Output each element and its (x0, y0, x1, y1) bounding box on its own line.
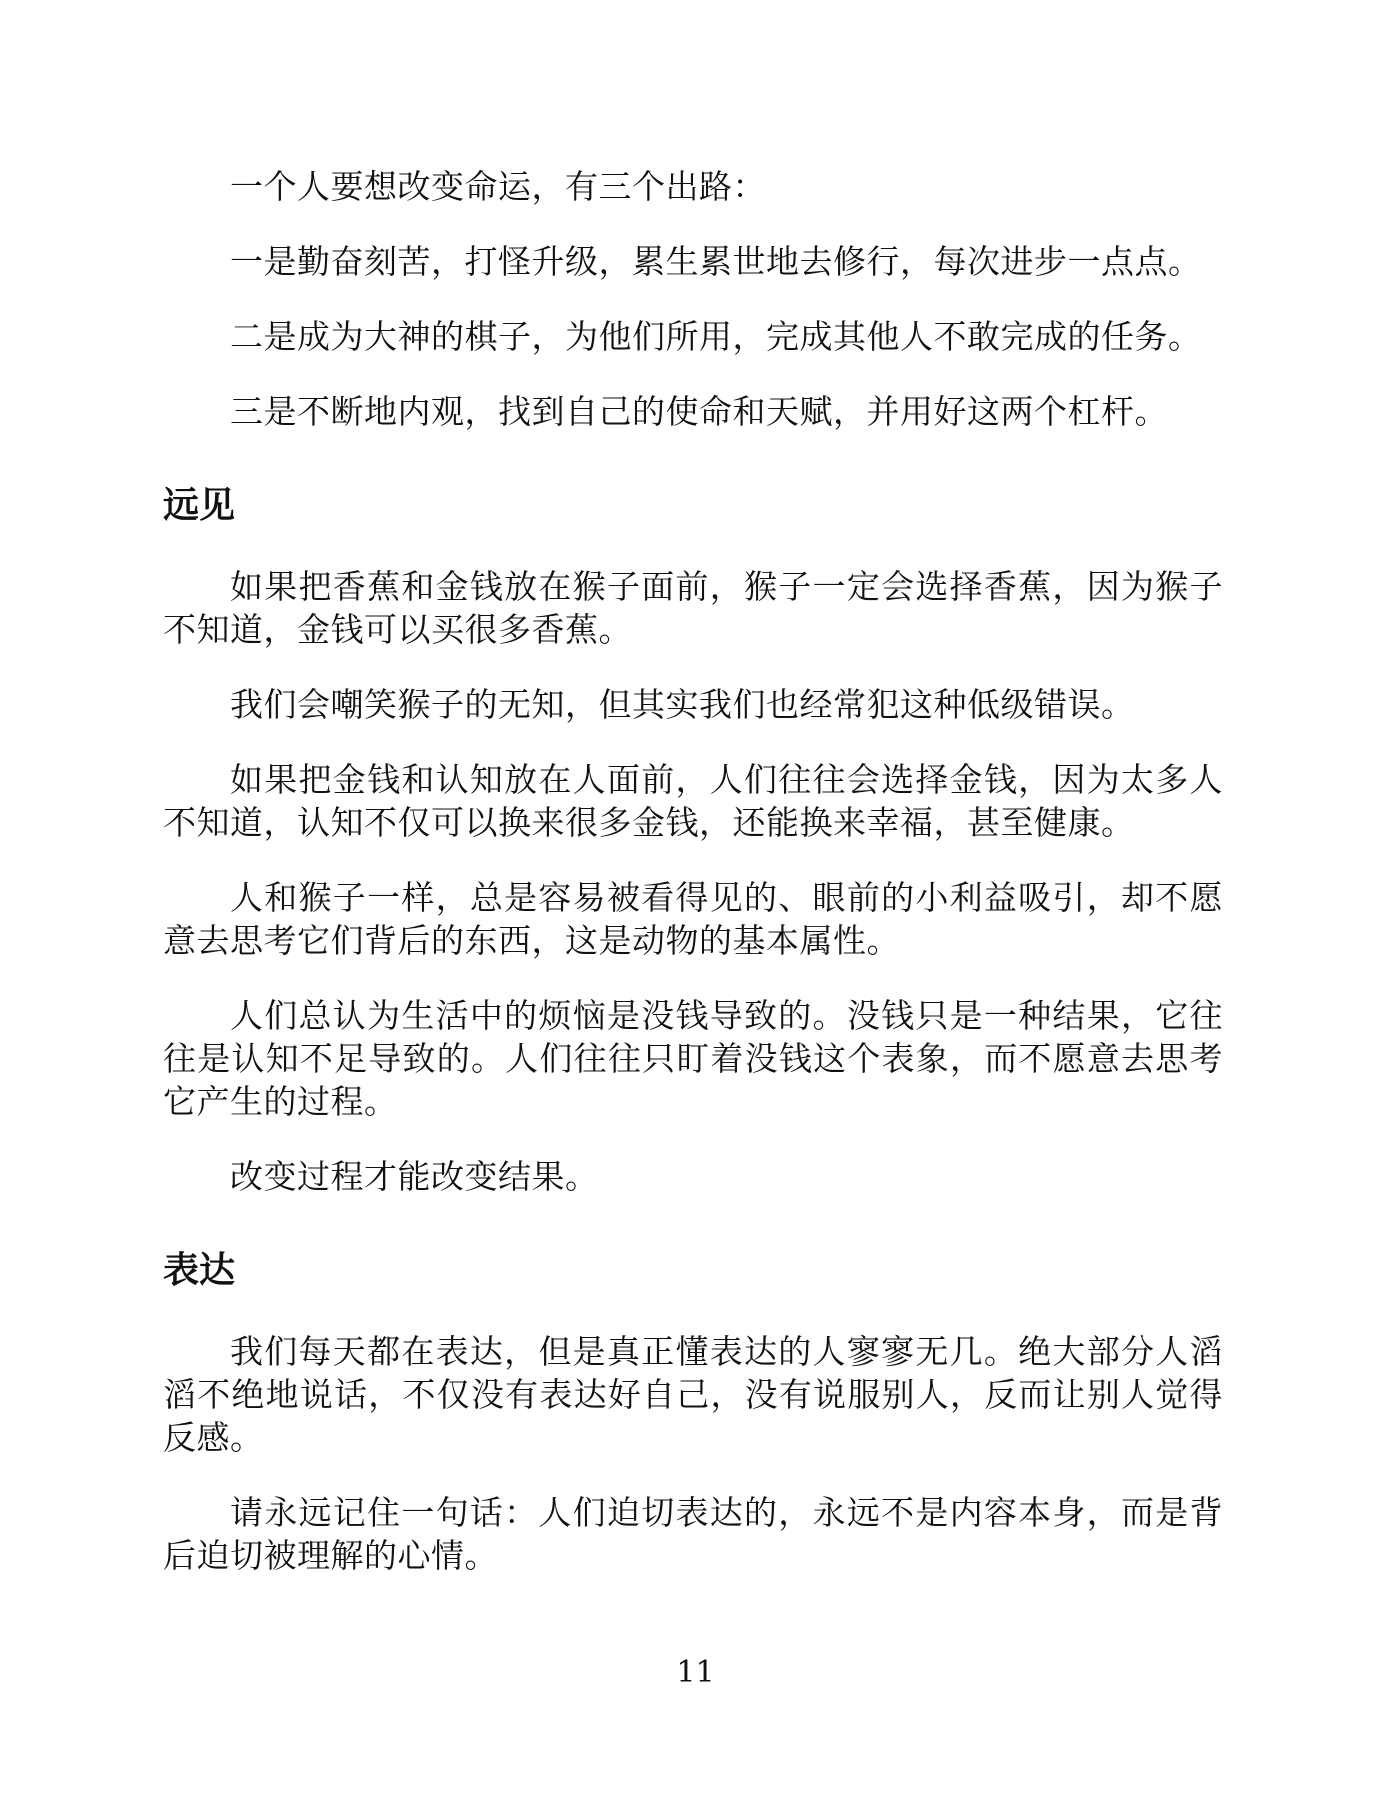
page-number: 11 (676, 1655, 715, 1690)
intro-paragraph-4: 三是不断地内观，找到自己的使命和天赋，并用好这两个杠杆。 (230, 392, 1168, 431)
intro-paragraph-3: 二是成为大神的棋子，为他们所用，完成其他人不敢完成的任务。 (230, 317, 1202, 356)
expression-paragraph-1: 我们每天都在表达，但是真正懂表达的人寥寥无几。绝大部分人滔滔不绝地说话，不仅没有表达好自己，没有说服别人，反而让别人觉得反感。 (163, 1332, 1223, 1457)
vision-paragraph-6: 改变过程才能改变结果。 (230, 1157, 599, 1196)
section-heading-vision: 远见 (163, 485, 236, 526)
vision-paragraph-1: 如果把香蕉和金钱放在猴子面前，猴子一定会选择香蕉，因为猴子不知道，金钱可以买很多香蕉。 (163, 567, 1223, 649)
vision-paragraph-3: 如果把金钱和认知放在人面前，人们往往会选择金钱，因为太多人不知道，认知不仅可以换来很多金钱，还能换来幸福，甚至健康。 (163, 760, 1223, 842)
section-heading-expression: 表达 (163, 1250, 236, 1291)
vision-paragraph-2: 我们会嘲笑猴子的无知，但其实我们也经常犯这种低级错误。 (230, 685, 1135, 724)
expression-paragraph-2: 请永远记住一句话：人们迫切表达的，永远不是内容本身，而是背后迫切被理解的心情。 (163, 1493, 1223, 1575)
vision-paragraph-4: 人和猴子一样，总是容易被看得见的、眼前的小利益吸引，却不愿意去思考它们背后的东西，这是动物的基本属性。 (163, 878, 1223, 960)
intro-paragraph-2: 一是勤奋刻苦，打怪升级，累生累世地去修行，每次进步一点点。 (230, 242, 1202, 281)
intro-paragraph-1: 一个人要想改变命运，有三个出路： (230, 167, 766, 206)
vision-paragraph-5: 人们总认为生活中的烦恼是没钱导致的。没钱只是一种结果，它往往是认知不足导致的。人们往往只盯着没钱这个表象，而不愿意去思考它产生的过程。 (163, 996, 1223, 1121)
page-content (163, 165, 1223, 1609)
